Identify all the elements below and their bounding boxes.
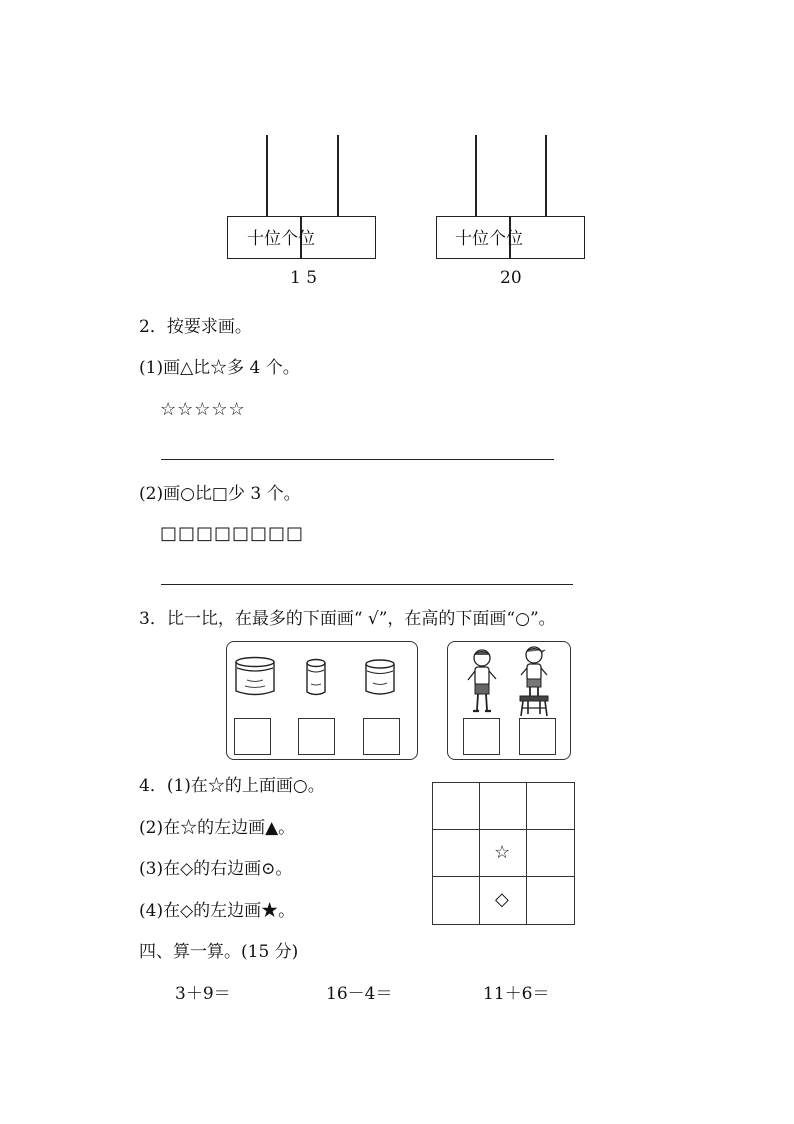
arith-problem: 11＋6＝ (483, 984, 550, 1004)
grid-cell[interactable] (526, 782, 575, 830)
arith-problem: 16－4＝ (326, 984, 393, 1004)
q4-item-4: (4)在◇的左边画★。 (139, 901, 296, 921)
q4-item-2: (2)在☆的左边画▲。 (139, 818, 296, 838)
grid-cell[interactable] (432, 782, 480, 830)
grid-cell[interactable] (526, 829, 575, 877)
q2-part2-prompt: (2)画○比□少 3 个。 (139, 484, 301, 504)
q2-part1-prompt: (1)画△比☆多 4 个。 (139, 358, 300, 378)
grid-cell[interactable] (432, 876, 480, 925)
abacus-rod-tens (475, 135, 477, 217)
grid-cell[interactable] (432, 829, 480, 877)
answer-box[interactable] (519, 718, 556, 755)
q2-part1-answer-line[interactable] (161, 459, 554, 460)
abacus-place-label: 十位个位 (247, 229, 315, 249)
answer-box[interactable] (463, 718, 500, 755)
abacus-rod-ones (545, 135, 547, 217)
q2-part2-answer-line[interactable] (161, 584, 573, 585)
q4-item-3: (3)在◇的右边画⊙。 (139, 859, 293, 879)
q4-item-1: 4．(1)在☆的上面画○。 (139, 776, 325, 796)
abacus-number: 1 5 (290, 268, 318, 288)
cup-icon (233, 656, 277, 698)
q2-part2-squares: □□□□□□□□ (160, 523, 305, 544)
arith-problem: 3＋9＝ (175, 984, 231, 1004)
abacus-number: 20 (500, 268, 522, 288)
q3-kids-panel (447, 641, 571, 760)
cup-icon (305, 658, 327, 698)
abacus-rod-ones (337, 135, 339, 217)
answer-box[interactable] (234, 718, 271, 755)
q3-cups-panel (226, 641, 418, 760)
q3-title: 3．比一比，在最多的下面画“ √”，在高的下面画“○”。 (139, 609, 556, 629)
star-icon: ☆ (494, 842, 511, 863)
cup-icon (363, 659, 397, 697)
child-on-stool-icon (514, 644, 554, 718)
grid-cell[interactable] (526, 876, 575, 925)
abacus-place-label: 十位个位 (455, 229, 523, 249)
grid-cell[interactable] (479, 782, 527, 830)
diamond-icon: ◇ (495, 889, 509, 910)
q4-grid (432, 782, 575, 925)
abacus-rod-tens (266, 135, 268, 217)
answer-box[interactable] (363, 718, 400, 755)
section4-title: 四、算一算。(15 分) (139, 942, 299, 962)
q2-part1-stars: ☆☆☆☆☆ (160, 399, 246, 420)
answer-box[interactable] (298, 718, 335, 755)
child-standing-icon (464, 646, 500, 718)
q2-title: 2．按要求画。 (139, 317, 252, 337)
